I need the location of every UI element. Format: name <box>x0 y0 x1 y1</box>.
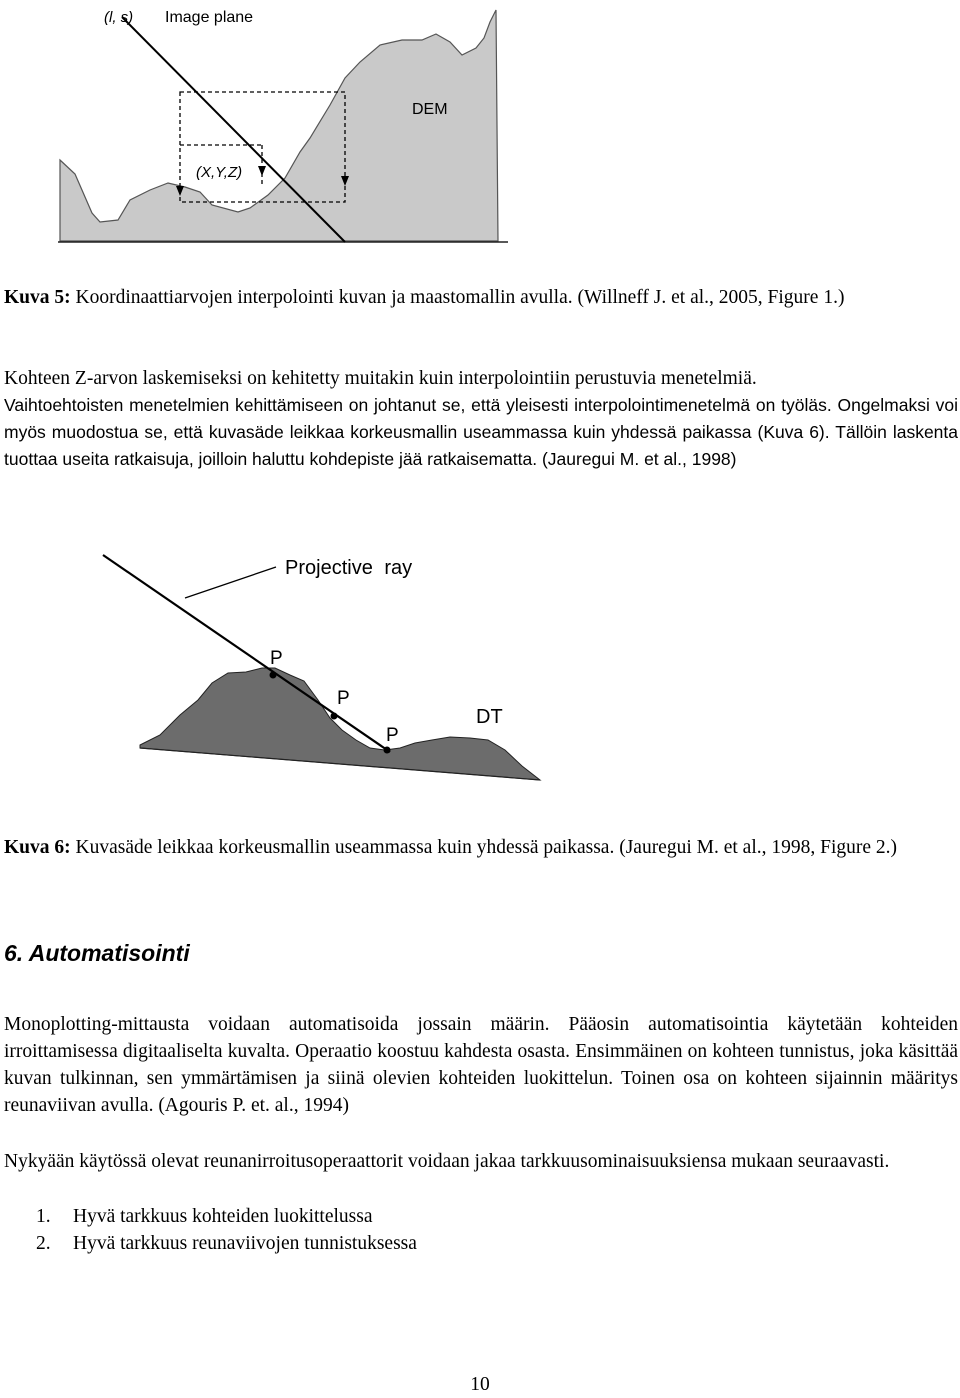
section-heading: 6. Automatisointi <box>4 940 190 966</box>
intersection-point-1 <box>270 672 277 679</box>
label-xyz: (X,Y,Z) <box>196 164 243 181</box>
label-ls: (l, s) <box>104 9 134 26</box>
label-p-1: P <box>270 648 283 669</box>
intersection-point-3 <box>384 747 391 754</box>
paragraph-2: Monoplotting-mittausta voidaan automatisoida jossain määrin. Pääosin automatisointia käytetään kohteiden irroittamisessa digitaaliselta kuvalta. Operaatio koostuu kahdesta osasta. Ensimmäinen on kohteen tunnistus, joka käsittää kuvan tulkinnan, sen ymmärtämisen ja siinä olevien kohteiden luokittelun. Toinen osa on kohteen sijainnin määritys reunaviivan avulla. (Agouris P. et. al., 1994) <box>4 1014 958 1116</box>
caption-6-label: Kuva 6: <box>4 837 71 858</box>
list-item-number: 1. <box>36 1206 51 1227</box>
label-image-plane: Image plane <box>165 9 254 26</box>
label-dem: DEM <box>412 101 448 118</box>
list-item-text: Hyvä tarkkuus reunaviivojen tunnistuksessa <box>73 1233 417 1254</box>
list-item-text: Hyvä tarkkuus kohteiden luokittelussa <box>73 1206 373 1227</box>
figure-5-dem-diagram <box>0 0 960 250</box>
ray-pointer-line <box>185 567 276 598</box>
figure-6-caption <box>4 834 958 861</box>
paragraph-3: Nykyään käytössä olevat reunanirroitusoperaattorit voidaan jakaa tarkkuusominaisuuksiensa mukaan seuraavasti. <box>4 1151 890 1172</box>
figure-5-caption <box>4 284 958 311</box>
caption-5-label: Kuva 5: <box>4 287 71 308</box>
paragraph-1-line-1: Kohteen Z-arvon laskemiseksi on kehitetty muitakin kuin interpolointiin perustuvia menetelmiä. <box>4 368 757 389</box>
list-item-number: 2. <box>36 1233 51 1254</box>
label-projective-ray: Projective ray <box>285 557 413 579</box>
paragraph-1-body: Vaihtoehtoisten menetelmien kehittämiseen on johtanut se, että yleisesti interpolointimenetelmä on työläs. Ongelmaksi voi myös muodostua se, että kuvasäde leikkaa korkeusmallin useammassa kuin yhdessä paikassa (Kuva 6). Tällöin laskenta tuottaa useita ratkaisuja, joilloin haluttu kohdepiste jää ratkaisematta. (Jauregui M. et al., 1998) <box>4 395 958 469</box>
label-dt: DT <box>476 706 503 728</box>
label-p-3: P <box>386 725 399 746</box>
list-item <box>36 1203 373 1230</box>
caption-5-text: Koordinaattiarvojen interpolointi kuvan ja maastomallin avulla. (Willneff J. et al., 2005, Figure 1.) <box>70 287 845 308</box>
list-item <box>36 1230 417 1257</box>
caption-6-text: Kuvasäde leikkaa korkeusmallin useammassa kuin yhdessä paikassa. (Jauregui M. et al., 1998, Figure 2.) <box>70 837 898 858</box>
intersection-point-2 <box>331 713 338 720</box>
label-p-2: P <box>337 688 350 709</box>
dem-terrain <box>60 10 498 241</box>
page-number: 10 <box>470 1374 490 1395</box>
figure-6-projective-ray-diagram <box>0 540 960 790</box>
